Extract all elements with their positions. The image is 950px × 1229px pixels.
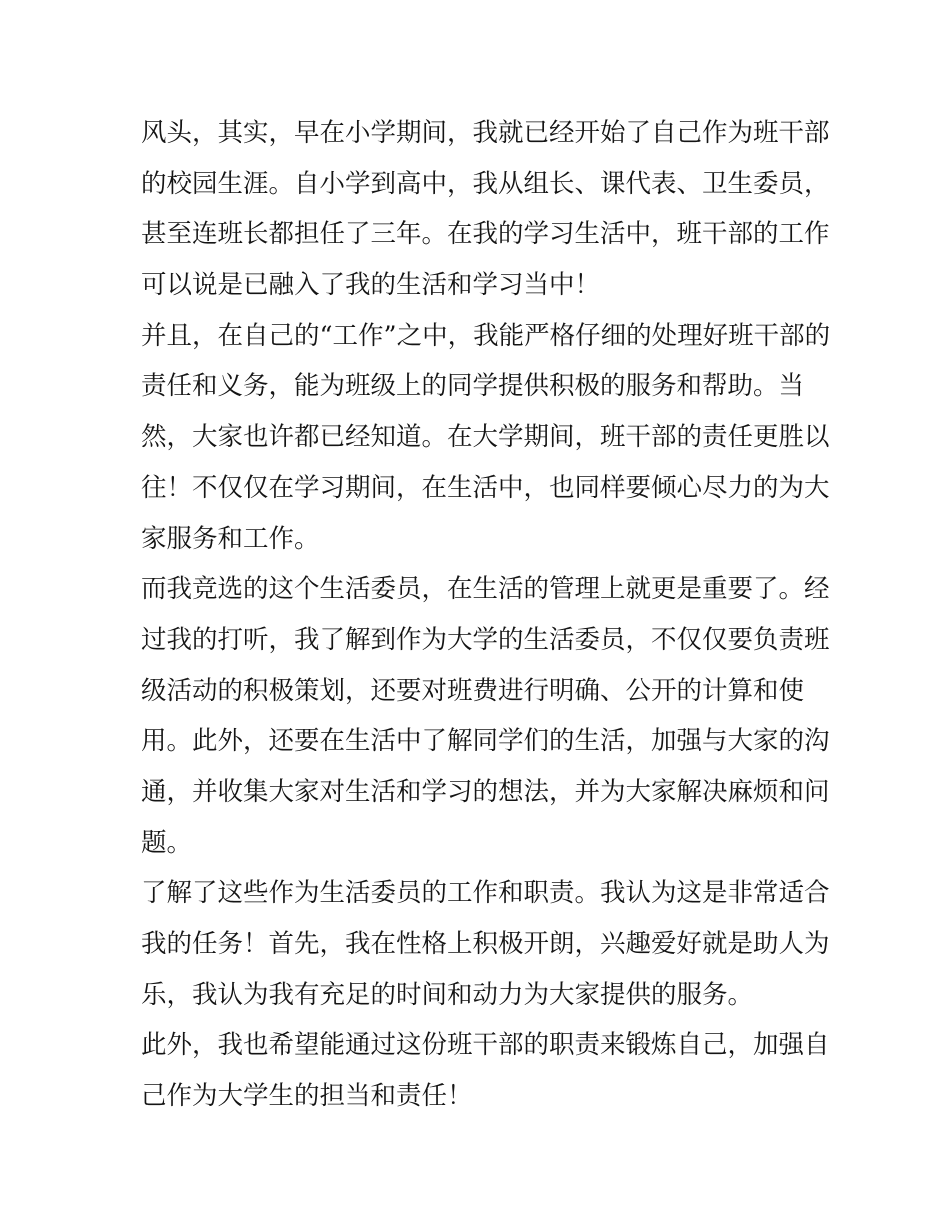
text-line: 题。	[141, 827, 193, 858]
text-line: 可以说是已融入了我的生活和学习当中！	[141, 270, 601, 301]
text-line: 己作为大学生的担当和责任！	[141, 1081, 473, 1112]
text-line: 乐，我认为我有充足的时间和动力为大家提供的服务。	[141, 979, 754, 1010]
text-line: 级活动的积极策划，还要对班费进行明确、公开的计算和使	[141, 675, 805, 706]
text-line: 用。此外，还要在生活中了解同学们的生活，加强与大家的沟	[141, 726, 830, 757]
text-line: 并且，在自己的“工作”之中，我能严格仔细的处理好班干部的	[141, 320, 831, 351]
text-line: 往！不仅仅在学习期间，在生活中，也同样要倾心尽力的为大	[141, 472, 830, 503]
text-line: 过我的打听，我了解到作为大学的生活委员，不仅仅要负责班	[141, 624, 830, 655]
text-line: 甚至连班长都担任了三年。在我的学习生活中，班干部的工作	[141, 219, 830, 250]
text-line: 的校园生涯。自小学到高中，我从组长、课代表、卫生委员，	[141, 168, 830, 199]
body-text	[141, 108, 831, 1122]
text-line: 而我竞选的这个生活委员，在生活的管理上就更是重要了。经	[141, 574, 830, 605]
text-line: 然，大家也许都已经知道。在大学期间，班干部的责任更胜以	[141, 422, 830, 453]
text-line: 风头，其实，早在小学期间，我就已经开始了自己作为班干部	[141, 118, 830, 148]
text-line: 责任和义务，能为班级上的同学提供积极的服务和帮助。当	[141, 371, 805, 402]
text-line: 了解了这些作为生活委员的工作和职责。我认为这是非常适合	[141, 878, 830, 909]
text-line: 家服务和工作。	[141, 523, 320, 554]
text-line: 我的任务！首先，我在性格上积极开朗，兴趣爱好就是助人为	[141, 929, 830, 959]
text-line: 通，并收集大家对生活和学习的想法，并为大家解决麻烦和问	[141, 776, 830, 807]
text-line: 此外，我也希望能通过这份班干部的职责来锻炼自己，加强自	[141, 1030, 830, 1061]
